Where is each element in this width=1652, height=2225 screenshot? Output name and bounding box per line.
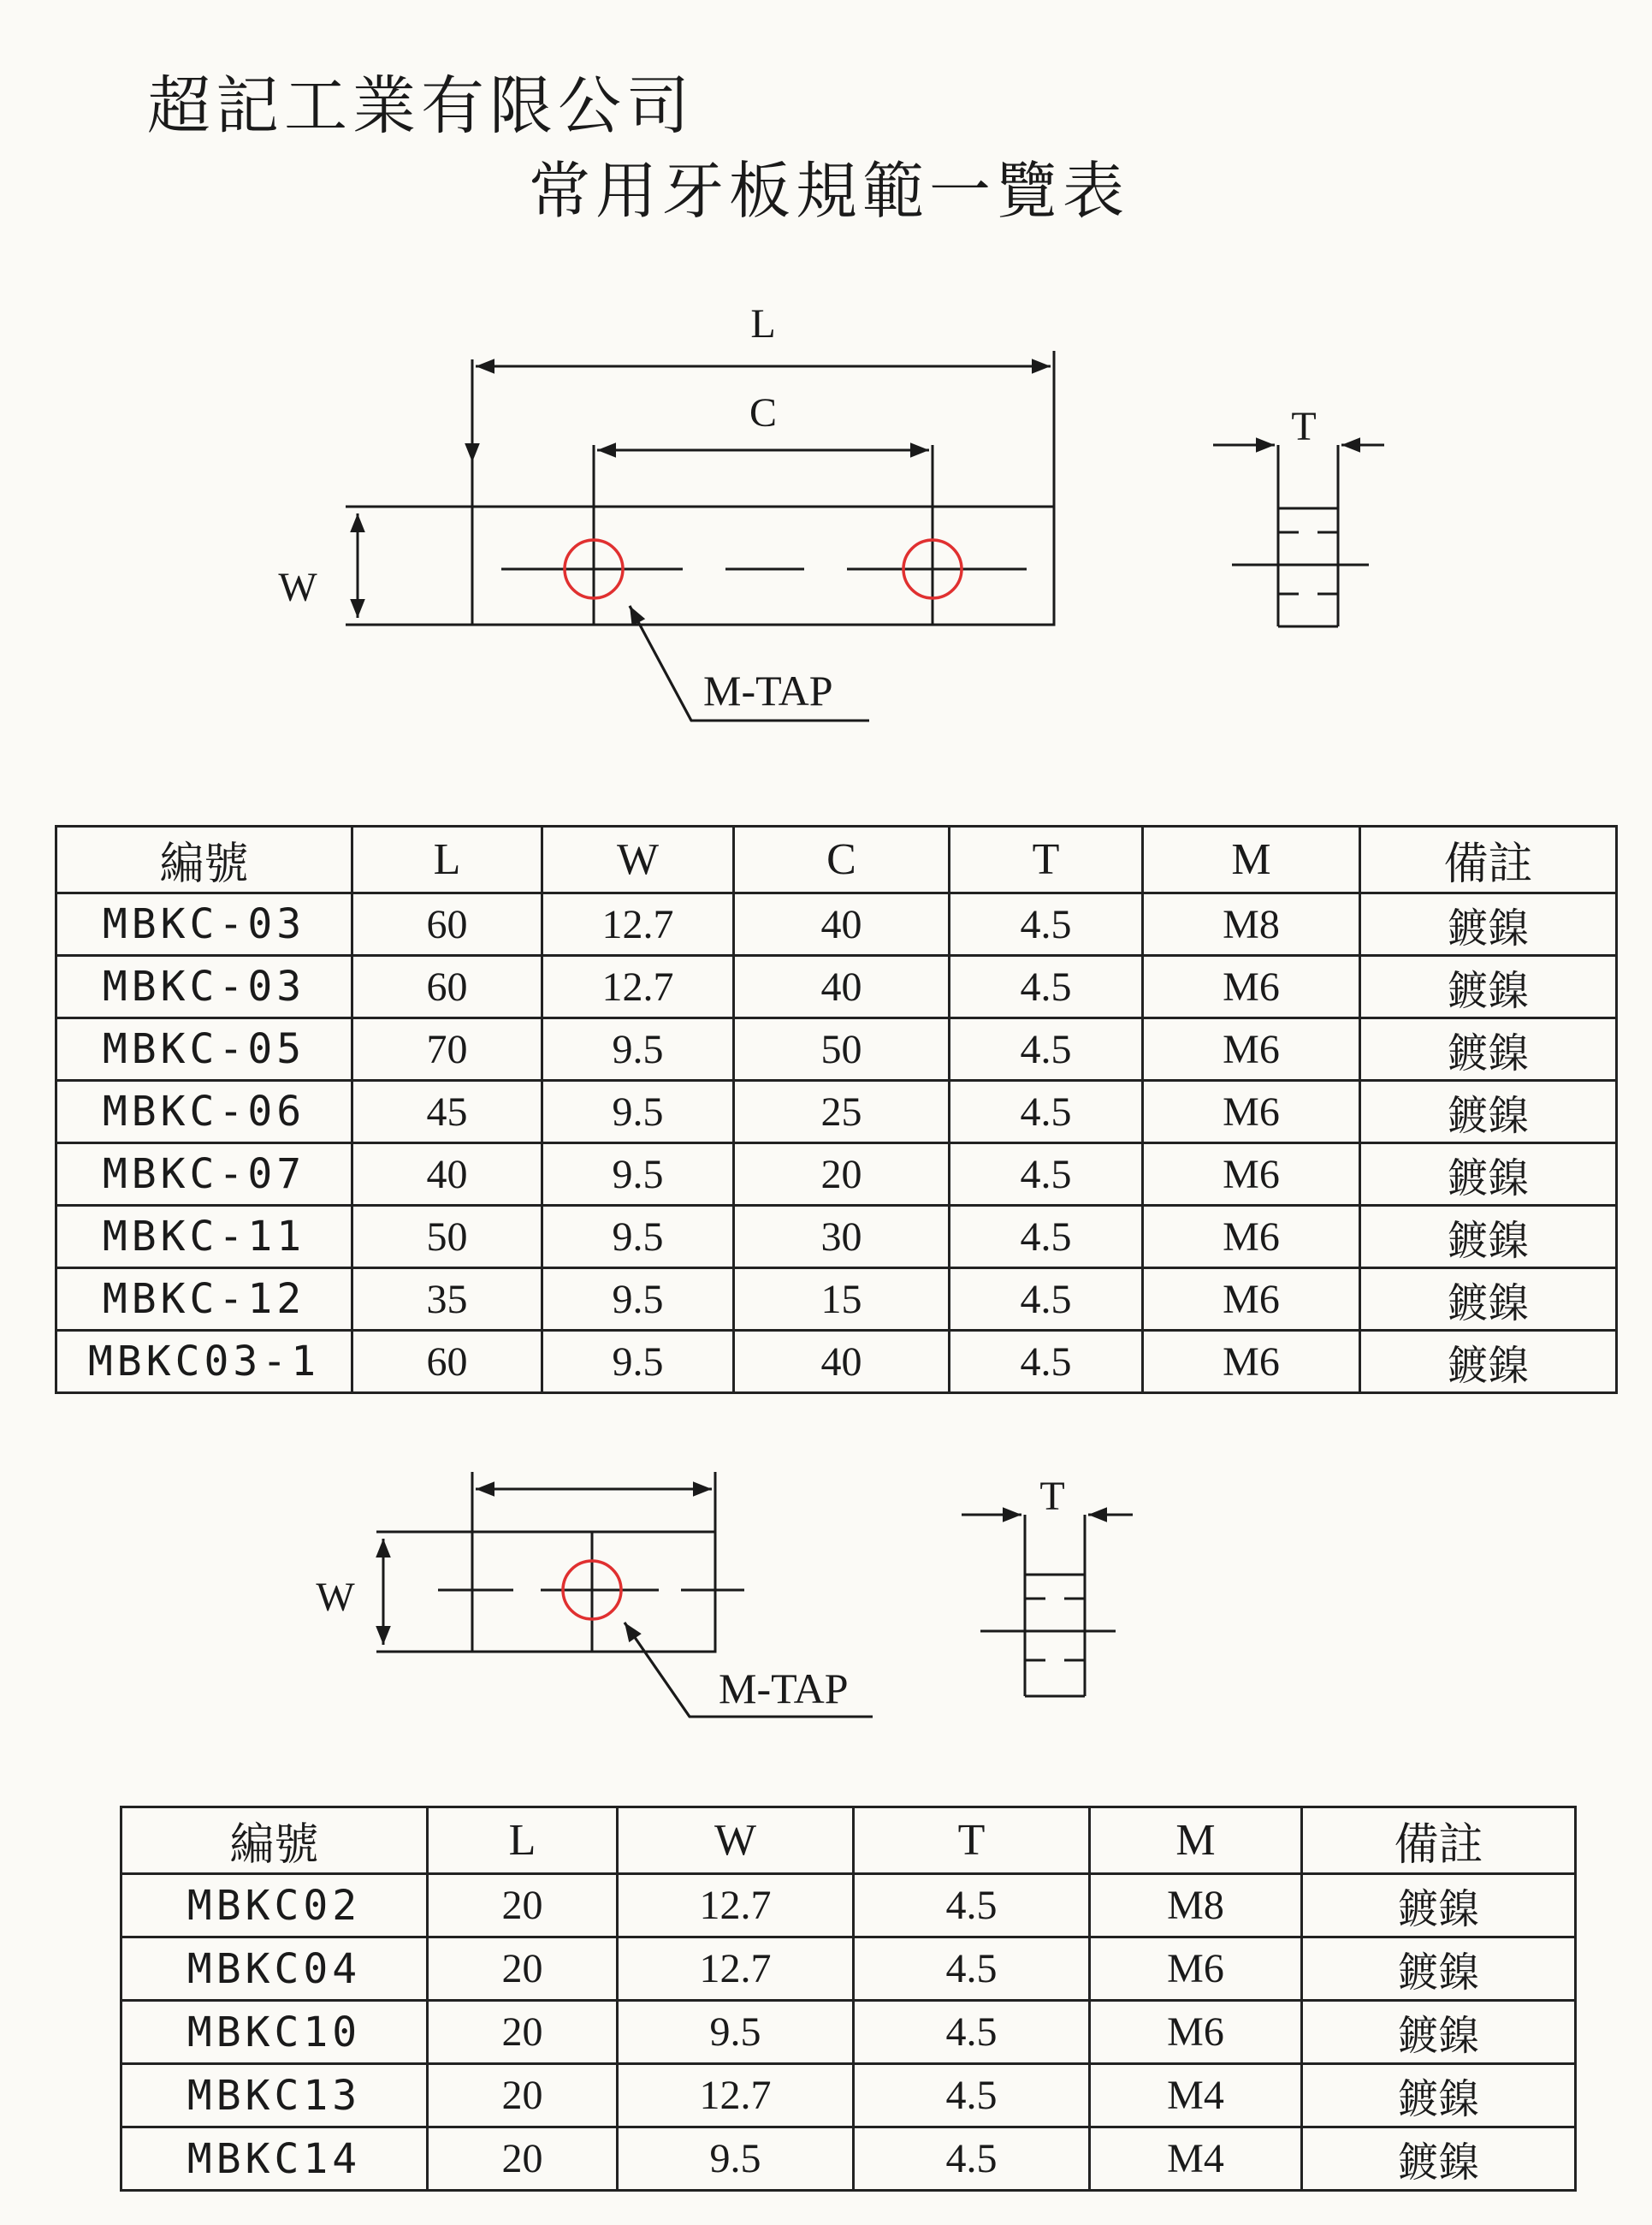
cell-m: M6 <box>1090 2001 1302 2064</box>
table-row <box>56 1143 1617 1206</box>
cell-remark: 鍍鎳 <box>1360 1331 1617 1393</box>
cell-remark: 鍍鎳 <box>1302 2127 1576 2191</box>
spec-table-two-hole <box>55 825 1618 1394</box>
cell-w: 9.5 <box>542 1081 734 1143</box>
cell-remark: 鍍鎳 <box>1302 1937 1576 2001</box>
cell-t: 4.5 <box>950 893 1143 956</box>
table-row <box>121 1874 1576 1937</box>
cell-m: M4 <box>1090 2064 1302 2127</box>
col-header-l: L <box>428 1807 618 1874</box>
cell-w: 9.5 <box>542 1331 734 1393</box>
cell-remark: 鍍鎳 <box>1360 1268 1617 1331</box>
cell-l: 20 <box>428 2001 618 2064</box>
label-t-2: T <box>1039 1474 1065 1519</box>
cell-t: 4.5 <box>950 1143 1143 1206</box>
cell-l: 20 <box>428 2127 618 2191</box>
cell-remark: 鍍鎳 <box>1360 1143 1617 1206</box>
cell-code: MBKC-11 <box>56 1206 352 1268</box>
col-header-remark: 備註 <box>1360 827 1617 893</box>
cell-m: M6 <box>1143 1018 1360 1081</box>
col-header-code: 編號 <box>121 1807 428 1874</box>
table-row <box>121 2127 1576 2191</box>
cell-t: 4.5 <box>950 1268 1143 1331</box>
cell-t: 4.5 <box>854 2127 1090 2191</box>
col-header-code: 編號 <box>56 827 352 893</box>
col-header-c: C <box>734 827 950 893</box>
table-row <box>121 2001 1576 2064</box>
cell-w: 9.5 <box>542 1268 734 1331</box>
cell-c: 15 <box>734 1268 950 1331</box>
cell-m: M6 <box>1143 1268 1360 1331</box>
cell-t: 4.5 <box>950 1081 1143 1143</box>
label-t: T <box>1291 404 1317 449</box>
col-header-t: T <box>950 827 1143 893</box>
cell-t: 4.5 <box>950 956 1143 1018</box>
table-row <box>56 1268 1617 1331</box>
spec-table-single-hole <box>120 1806 1577 2192</box>
label-c: C <box>749 390 778 436</box>
cell-code: MBKC-07 <box>56 1143 352 1206</box>
col-header-remark: 備註 <box>1302 1807 1576 1874</box>
cell-remark: 鍍鎳 <box>1302 2001 1576 2064</box>
cell-code: MBKC04 <box>121 1937 428 2001</box>
cell-code: MBKC-03 <box>56 893 352 956</box>
col-header-t: T <box>854 1807 1090 1874</box>
cell-remark: 鍍鎳 <box>1360 1081 1617 1143</box>
cell-t: 4.5 <box>854 2001 1090 2064</box>
plate-outline <box>472 507 1054 625</box>
cell-m: M6 <box>1090 1937 1302 2001</box>
cell-m: M6 <box>1143 956 1360 1018</box>
cell-code: MBKC10 <box>121 2001 428 2064</box>
label-l: L <box>750 301 776 347</box>
cell-c: 30 <box>734 1206 950 1268</box>
cell-code: MBKC-12 <box>56 1268 352 1331</box>
cell-l: 40 <box>352 1143 542 1206</box>
cell-w: 12.7 <box>618 2064 854 2127</box>
col-header-l: L <box>352 827 542 893</box>
cell-t: 4.5 <box>950 1206 1143 1268</box>
cell-w: 12.7 <box>618 1937 854 2001</box>
label-w-2: W <box>316 1575 355 1620</box>
page-subtitle: 常用牙板規範一覽表 <box>529 155 1130 227</box>
company-name: 超記工業有限公司 <box>147 69 695 143</box>
cell-l: 20 <box>428 1874 618 1937</box>
cell-m: M4 <box>1090 2127 1302 2191</box>
cell-c: 40 <box>734 956 950 1018</box>
label-w: W <box>278 565 317 610</box>
cell-m: M6 <box>1143 1206 1360 1268</box>
cell-code: MBKC13 <box>121 2064 428 2127</box>
cell-l: 35 <box>352 1268 542 1331</box>
cell-remark: 鍍鎳 <box>1360 1018 1617 1081</box>
cell-m: M6 <box>1143 1143 1360 1206</box>
cell-code: MBKC-03 <box>56 956 352 1018</box>
cell-t: 4.5 <box>854 2064 1090 2127</box>
cell-code: MBKC-06 <box>56 1081 352 1143</box>
cell-w: 9.5 <box>542 1143 734 1206</box>
cell-w: 12.7 <box>618 1874 854 1937</box>
col-header-w: W <box>542 827 734 893</box>
cell-l: 60 <box>352 893 542 956</box>
table-row <box>56 1331 1617 1393</box>
cell-remark: 鍍鎳 <box>1302 2064 1576 2127</box>
cell-m: M8 <box>1090 1874 1302 1937</box>
cell-w: 9.5 <box>542 1018 734 1081</box>
col-header-w: W <box>618 1807 854 1874</box>
cell-w: 12.7 <box>542 956 734 1018</box>
cell-remark: 鍍鎳 <box>1360 956 1617 1018</box>
cell-w: 9.5 <box>542 1206 734 1268</box>
cell-l: 70 <box>352 1018 542 1081</box>
cell-l: 45 <box>352 1081 542 1143</box>
table-row <box>121 2064 1576 2127</box>
cell-l: 60 <box>352 956 542 1018</box>
cell-w: 9.5 <box>618 2127 854 2191</box>
cell-w: 9.5 <box>618 2001 854 2064</box>
cell-w: 12.7 <box>542 893 734 956</box>
cell-m: M6 <box>1143 1331 1360 1393</box>
cell-code: MBKC02 <box>121 1874 428 1937</box>
table-header-row <box>121 1807 1576 1874</box>
cell-c: 25 <box>734 1081 950 1143</box>
cell-c: 40 <box>734 1331 950 1393</box>
table-row <box>121 1937 1576 2001</box>
cell-t: 4.5 <box>950 1018 1143 1081</box>
cell-code: MBKC03-1 <box>56 1331 352 1393</box>
cell-t: 4.5 <box>950 1331 1143 1393</box>
col-header-m: M <box>1090 1807 1302 1874</box>
cell-c: 50 <box>734 1018 950 1081</box>
label-m-tap: M-TAP <box>703 667 833 715</box>
cell-c: 20 <box>734 1143 950 1206</box>
cell-m: M8 <box>1143 893 1360 956</box>
cell-l: 20 <box>428 2064 618 2127</box>
cell-l: 20 <box>428 1937 618 2001</box>
table-row <box>56 1206 1617 1268</box>
cell-t: 4.5 <box>854 1937 1090 2001</box>
cell-t: 4.5 <box>854 1874 1090 1937</box>
table-row <box>56 893 1617 956</box>
plate-outline-short <box>472 1532 715 1652</box>
col-header-m: M <box>1143 827 1360 893</box>
cell-remark: 鍍鎳 <box>1360 1206 1617 1268</box>
cell-l: 60 <box>352 1331 542 1393</box>
cell-m: M6 <box>1143 1081 1360 1143</box>
table-row <box>56 1018 1617 1081</box>
cell-l: 50 <box>352 1206 542 1268</box>
cell-c: 40 <box>734 893 950 956</box>
cell-code: MBKC14 <box>121 2127 428 2191</box>
table-row <box>56 956 1617 1018</box>
label-m-tap-2: M-TAP <box>719 1664 849 1712</box>
cell-code: MBKC-05 <box>56 1018 352 1081</box>
table-header-row <box>56 827 1617 893</box>
cell-remark: 鍍鎳 <box>1302 1874 1576 1937</box>
table-row <box>56 1081 1617 1143</box>
cell-remark: 鍍鎳 <box>1360 893 1617 956</box>
